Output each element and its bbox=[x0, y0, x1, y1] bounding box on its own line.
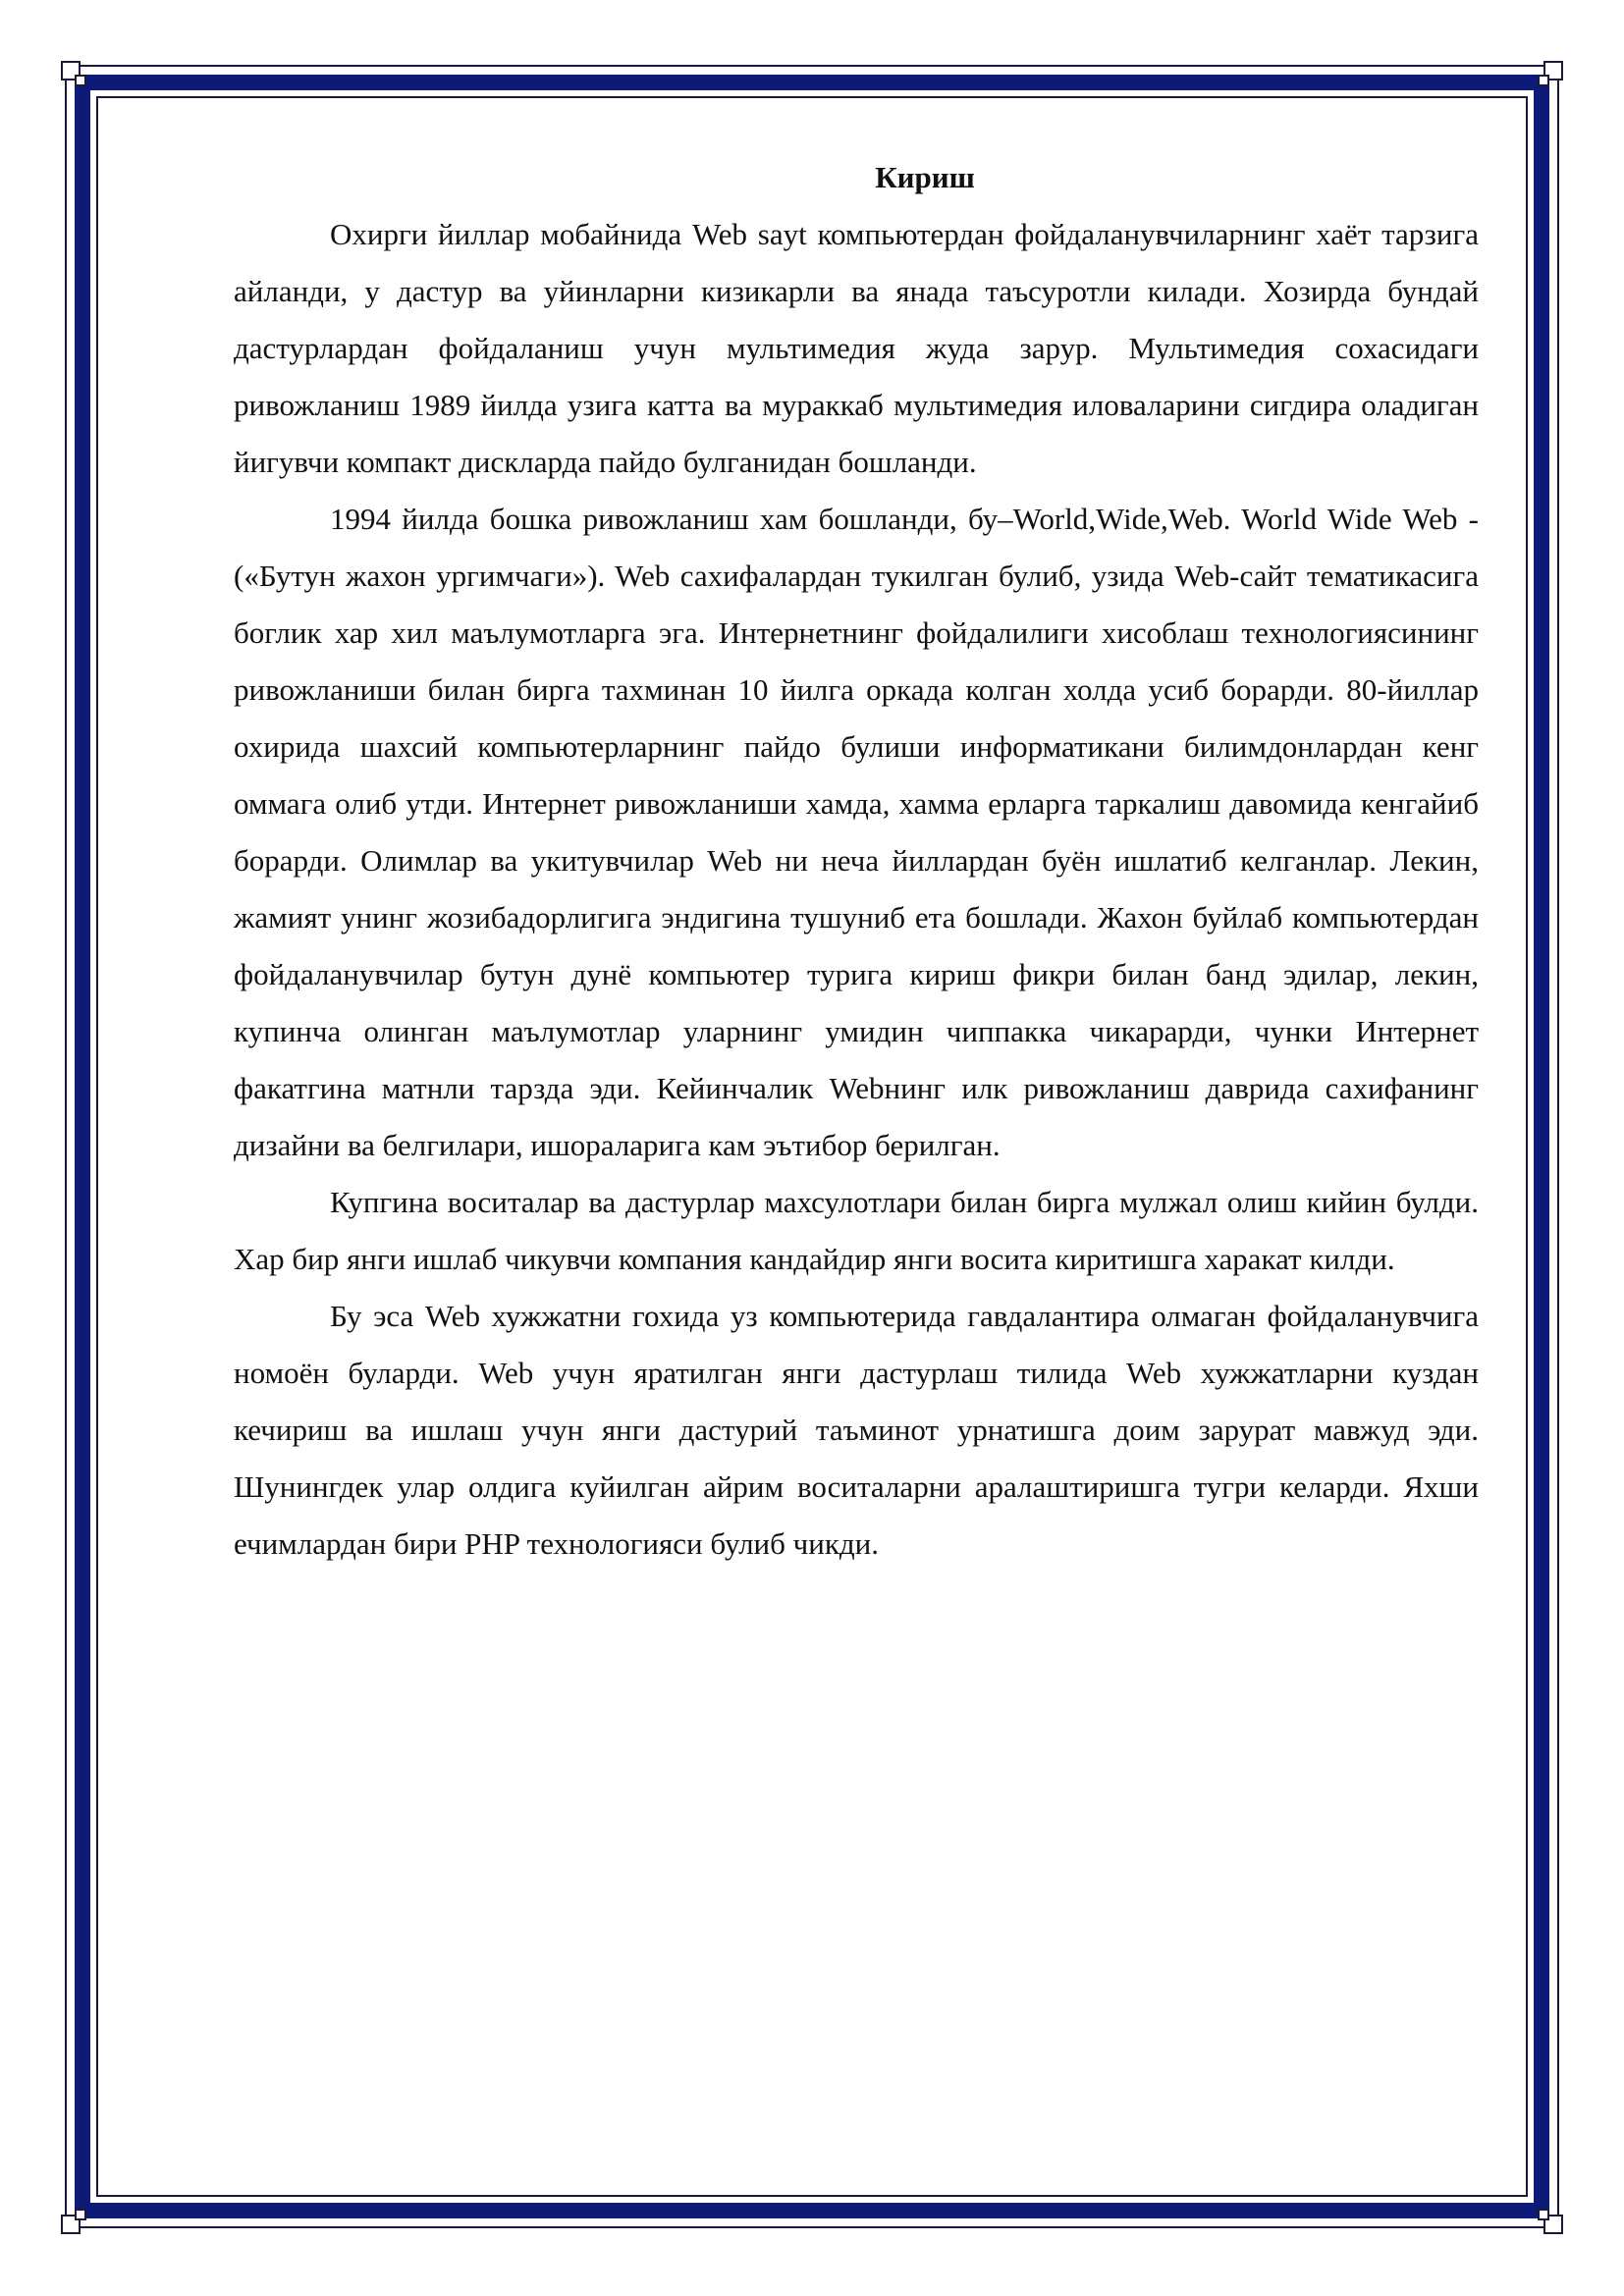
corner-ornament-top-left bbox=[61, 61, 94, 94]
paragraph-4: Бу эса Web хужжатни гохида уз компьютерида гавдалантира олмаган фойдаланувчига номоён буларди. Web учун яратилган янги дастурлаш тилида Web хужжатларни куздан кечириш ва ишлаш учун янги дастурий таъминот урнатишга доим зарурат мавжуд эди. Шунингдек улар олдига куйилган айрим воситаларни аралаштиришга тугри келарди. Яхши ечимлардан бири PHP технологияси булиб чикди. bbox=[234, 1299, 1479, 1561]
paragraph-3: Купгина воситалар ва дастурлар махсулотлари билан бирга мулжал олиш кийин булди. Хар бир янги ишлаб чикувчи компания кандайдир янги восита киритишга харакат килди. bbox=[234, 1185, 1479, 1276]
corner-ornament-bottom-right bbox=[1530, 2201, 1563, 2234]
corner-ornament-bottom-left bbox=[61, 2201, 94, 2234]
corner-ornament-top-right bbox=[1530, 61, 1563, 94]
document-title: Кириш bbox=[875, 160, 975, 194]
paragraph-1: Охирги йиллар мобайнида Web sayt компьютердан фойдаланувчиларнинг хаёт тарзига айланди, у дастур ва уйинларни кизикарли ва янада таъсуротли килади. Хозирда бундай дастурлардан фойдаланиш учун мультимедия жуда зарур. Мультимедия сохасидаги ривожланиш 1989 йилда узига катта ва мураккаб мультимедия иловаларини сигдира оладиган йигувчи компакт дискларда пайдо булганидан бошланди. bbox=[234, 217, 1479, 479]
document-body bbox=[234, 149, 1479, 1573]
paragraph-2: 1994 йилда бошка ривожланиш хам бошланди, бу–World,Wide,Web. World Wide Web - («Бутун жахон ургимчаги»). Web сахифалардан тукилган булиб, узида Web-сайт тематикасига боглик хар хил маълумотларга эга. Интернетнинг фойдалилиги хисоблаш технологиясининг ривожланиши билан бирга тахминан 10 йилга оркада колган холда усиб борарди. 80-йиллар охирида шахсий компьютерларнинг пайдо булиши информатикани билимдонлардан кенг оммага олиб утди. Интернет ривожланиши хамда, хамма ерларга таркалиш давомида кенгайиб борарди. Олимлар ва укитувчилар Web ни неча йиллардан буён ишлатиб келганлар. Лекин, жамият унинг жозибадорлигига эндигина тушуниб ета бошлади. Жахон буйлаб компьютердан фойдаланувчилар бутун дунё компьютер турига кириш фикри билан банд эдилар, лекин, купинча олинган маълумотлар уларнинг умидин чиппакка чикарарди, чунки Интернет факатгина матнли тарзда эди. Кейинчалик Webнинг илк ривожланиш даврида сахифанинг дизайни ва белгилари, ишораларига кам эътибор берилган. bbox=[234, 502, 1479, 1162]
